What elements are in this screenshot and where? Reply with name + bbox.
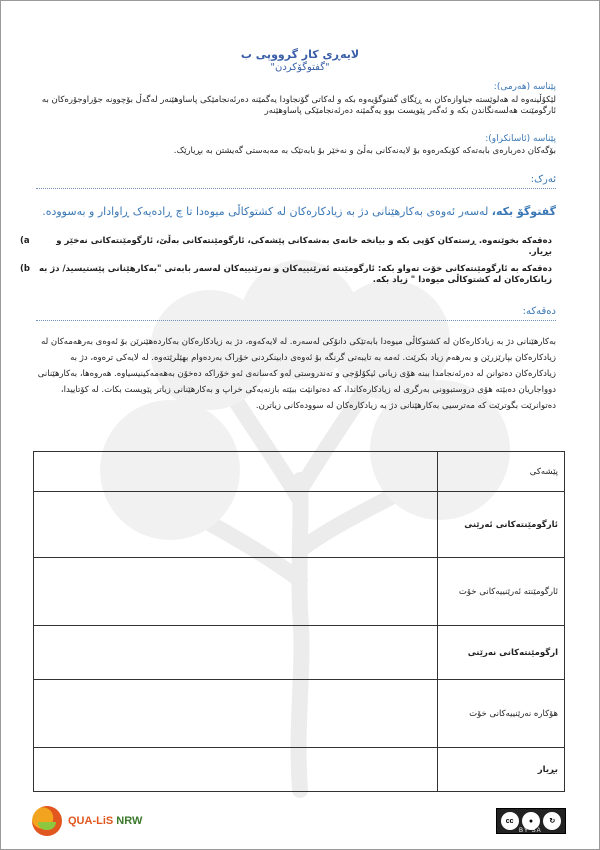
- task-goal-text: لەسەر ئەوەی بەکارھێنانی دژ بە زیادکارەکان لە کشتوکاڵی میوەدا تا چ ڕادەیەک ڕاوادار و بەسوودە.: [42, 205, 492, 218]
- table-row-label: ارگومێنتەکانی نەرێنی: [438, 626, 565, 680]
- task-marker-b: b): [20, 264, 30, 274]
- qualis-logo-text: [68, 815, 142, 827]
- page-title: لایەڕی کار گرووپی ب: [240, 48, 360, 61]
- task-heading: ئەرک:: [530, 174, 556, 185]
- table-input-cell[interactable]: [34, 748, 438, 792]
- sa-icon: ↻: [543, 812, 561, 830]
- text-divider: [36, 320, 556, 321]
- cc-sa-label: SA: [531, 828, 542, 834]
- table-row: [34, 452, 565, 492]
- table-row: [34, 492, 565, 558]
- task-item-b: [20, 264, 552, 286]
- table-input-cell[interactable]: [34, 626, 438, 680]
- table-row-label: بڕیار: [438, 748, 565, 792]
- cc-icon: cc: [501, 812, 519, 830]
- table-input-cell[interactable]: [34, 680, 438, 748]
- qualis-logo-icon: [32, 806, 62, 836]
- table-input-cell[interactable]: [34, 558, 438, 626]
- definition-heading-2: پێناسە (ئاسانکراو):: [485, 134, 556, 144]
- table-row: [34, 626, 565, 680]
- qualis-logo: [32, 806, 142, 836]
- cc-license-badge: [496, 808, 566, 834]
- logo-text-b: NRW: [116, 815, 143, 827]
- text-heading: دەقەکە:: [522, 306, 556, 317]
- table-row-label: ئارگومێنتە ئەرێنییەکانی خۆت: [438, 558, 565, 626]
- table-row-label: پێشەکی: [438, 452, 565, 492]
- task-marker-a: a): [20, 236, 30, 246]
- by-icon: ●: [522, 812, 540, 830]
- task-goal-bold: گفتوگۆ بکە،: [491, 205, 556, 218]
- definition-heading-1: پێناسە (ھەرمی):: [493, 82, 556, 92]
- task-text-a: دەقەکە بخوێنەوە. ڕستەکان کۆپی بکە و بیانخە خانەی بەشەکانی پێشەکی، ئارگومێنتەکانی بەڵێ، ئارگومێنتەکانی نەخێر و بڕیار.: [56, 236, 552, 257]
- page-subtitle: "گفتوگۆکردن": [270, 62, 330, 73]
- cc-badge-text: [519, 828, 542, 834]
- task-divider: [36, 188, 556, 189]
- table-row-label: ئارگومێنتەکانی ئەرێنی: [438, 492, 565, 558]
- text-body: بەکارھێنانی دژ بە زیادکارەکان لە کشتوکاڵی میوەدا بابەتێکی دانۆکی لەسەرە. لە لایەکەوە، دژ بە زیادکارەکان بەکاردەھێنرێن بۆ ئەوەی بەرھەمەکان لە زیادکارەکان بپارێزرێن و بەرھەم زیاد بکرێت. ئەمە بە تایبەتی گرنگە بۆ ئەوەی دابینکردنی خۆراک بەردەوام بھێلرێتەوە. لە لایەکی ترەوە، دژ بە زیادکارەکان دەتوانن لە دەرئەنجامدا ببنە ھۆی زیانی ئیکۆلۆجی و تەندروستی لەو کەسانەی ئەو خۆراکە دەخۆن بەھەمەکینیسیاوە. ھەروەھا، بەکارھێنانی دوواجاریان دەبێتە ھۆی دروستبوونی بەرگری لە زیادکارەکاندا، کە دەتوانێت ببێتە بازنەیەکی خراپ و بەکارھێنانی زیاتر پێویست بکات. لە کۆتاییدا، دەتوانرێت بگوترێت کە مەترسیی بەکارھێنانی دژ بە زیادکارەکان لە سوودەکانی زیاترن.: [37, 337, 556, 411]
- table-row: [34, 680, 565, 748]
- task-goal: [36, 205, 556, 218]
- argument-table: [33, 451, 565, 792]
- table-input-cell[interactable]: [34, 492, 438, 558]
- logo-text-a: QUA-LiS: [68, 815, 114, 827]
- task-item-a: [20, 236, 552, 258]
- table-row: [34, 748, 565, 792]
- table-row: [34, 558, 565, 626]
- table-row-label: ھۆکارە نەرێنییەکانی خۆت: [438, 680, 565, 748]
- cc-by-label: BY: [519, 828, 529, 834]
- definition-text-2: بۆگەکان دەربارەی بابەتەکە کۆبکەرەوە بۆ لایەنەکانی بەڵێ و نەخێر بۆ بابەتێک بە مەبەستی گەیشتن بە بڕیارێک.: [173, 146, 556, 156]
- task-text-b: دەقەکە بە ئارگومێنتەکانی خۆت تەواو بکە: ئارگومێنتە ئەرێنییەکان و نەرێنییەکان لەسەر بابەتی "بەکارھێنانی پێستیسید/ دژ بە زیانکارەکان لە کشتوکاڵی میوەدا " زیاد بکە.: [38, 264, 552, 285]
- definition-text-1: لێکۆڵینەوە لە ھەلوێستە جیاوازەکان بە ڕێگای گفتوگۆیەوە بکە و لەکاتی گۆنجاودا یەگمێنە دەرئەنجامێکی پاساوھێنەر لەگەڵ بۆچوونە جۆراوجۆرەکان بە ئارگومێنت ھەلسەنگاندن بکە و ئەگەر پێویست بوو یەگمێنە دەرئەنجامێکی پاساوھێنەر: [41, 95, 556, 116]
- table-input-cell[interactable]: [34, 452, 438, 492]
